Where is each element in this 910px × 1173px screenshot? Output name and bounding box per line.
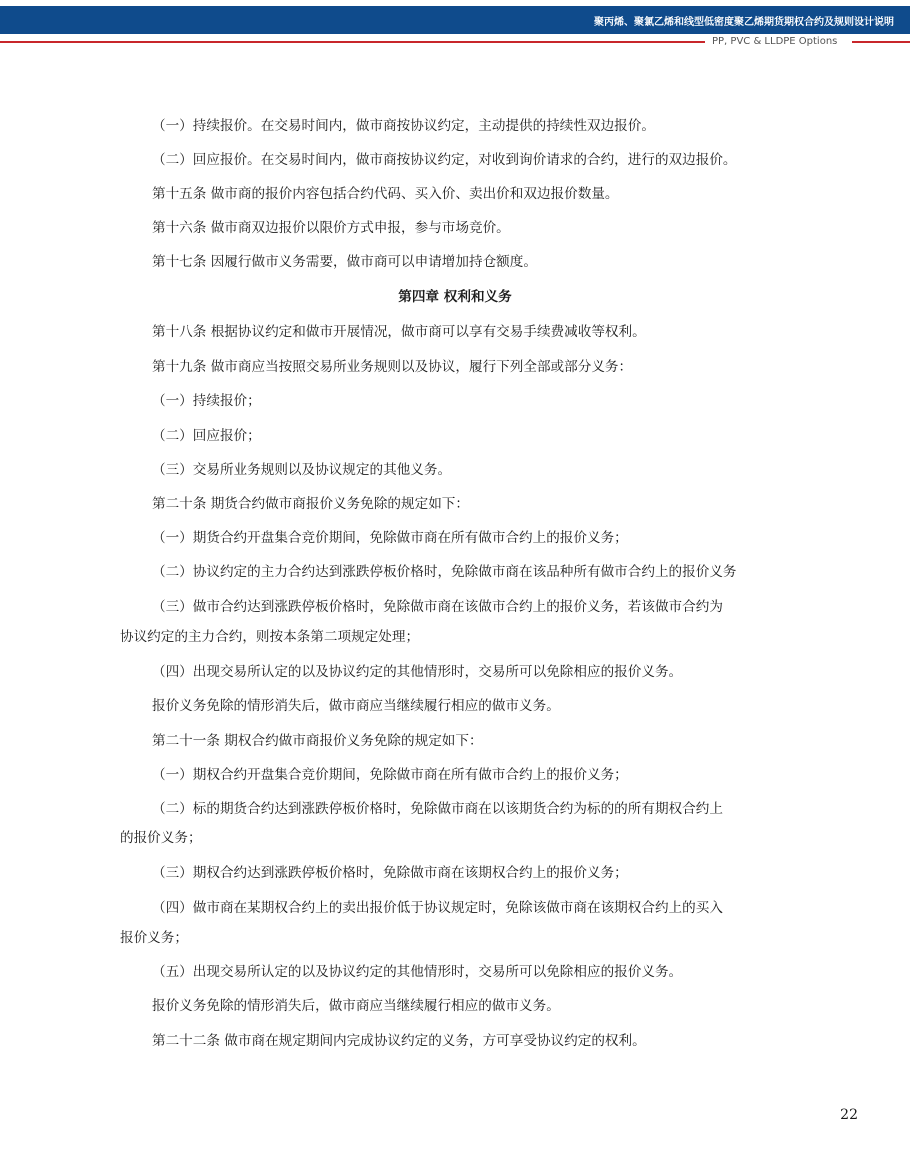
- paragraph: （二）回应报价；: [152, 428, 261, 444]
- paragraph: （四）做市商在某期权合约上的卖出报价低于协议规定时，免除该做市商在该期权合约上的买入: [152, 900, 723, 916]
- paragraph-continuation: 报价义务；: [120, 930, 188, 946]
- paragraph: 第二十二条 做市商在规定期间内完成协议约定的义务，方可享受协议约定的权利。: [152, 1033, 646, 1049]
- paragraph: （二）回应报价。在交易时间内，做市商按协议约定，对收到询价请求的合约，进行的双边报价。: [152, 152, 737, 168]
- paragraph: 报价义务免除的情形消失后，做市商应当继续履行相应的做市义务。: [152, 998, 560, 1014]
- page-number: 22: [840, 1107, 858, 1123]
- document-subtitle: PP, PVC & LLDPE Options: [712, 36, 838, 47]
- paragraph: （一）期货合约开盘集合竞价期间，免除做市商在所有做市合约上的报价义务；: [152, 530, 628, 546]
- paragraph: 第十五条 做市商的报价内容包括合约代码、买入价、卖出价和双边报价数量。: [152, 186, 619, 202]
- header-rule-right: [852, 41, 910, 43]
- paragraph: 报价义务免除的情形消失后，做市商应当继续履行相应的做市义务。: [152, 698, 560, 714]
- paragraph: （一）期权合约开盘集合竞价期间，免除做市商在所有做市合约上的报价义务；: [152, 767, 628, 783]
- paragraph: （一）持续报价。在交易时间内，做市商按协议约定，主动提供的持续性双边报价。: [152, 118, 655, 134]
- paragraph-continuation: 的报价义务；: [120, 830, 202, 846]
- paragraph: 第十八条 根据协议约定和做市开展情况，做市商可以享有交易手续费减收等权利。: [152, 324, 646, 340]
- document-title: 聚丙烯、聚氯乙烯和线型低密度聚乙烯期货期权合约及规则设计说明: [594, 17, 894, 28]
- paragraph: （一）持续报价；: [152, 393, 261, 409]
- paragraph: （二）协议约定的主力合约达到涨跌停板价格时，免除做市商在该品种所有做市合约上的报价义务: [152, 564, 737, 580]
- paragraph: （四）出现交易所认定的以及协议约定的其他情形时，交易所可以免除相应的报价义务。: [152, 664, 683, 680]
- paragraph-continuation: 协议约定的主力合约，则按本条第二项规定处理；: [120, 629, 420, 645]
- paragraph: （三）做市合约达到涨跌停板价格时，免除做市商在该做市合约上的报价义务，若该做市合约为: [152, 599, 723, 615]
- header-bar: [0, 6, 910, 34]
- paragraph: （三）期权合约达到涨跌停板价格时，免除做市商在该期权合约上的报价义务；: [152, 865, 628, 881]
- paragraph: （二）标的期货合约达到涨跌停板价格时，免除做市商在以该期货合约为标的的所有期权合约上: [152, 801, 723, 817]
- paragraph: 第二十条 期货合约做市商报价义务免除的规定如下：: [152, 496, 469, 512]
- paragraph: 第十七条 因履行做市义务需要，做市商可以申请增加持仓额度。: [152, 254, 537, 270]
- paragraph: 第十六条 做市商双边报价以限价方式申报，参与市场竞价。: [152, 220, 510, 236]
- header-rule-left: [0, 41, 705, 43]
- paragraph: 第十九条 做市商应当按照交易所业务规则以及协议，履行下列全部或部分义务：: [152, 359, 633, 375]
- paragraph: （三）交易所业务规则以及协议规定的其他义务。: [152, 462, 452, 478]
- paragraph: （五）出现交易所认定的以及协议约定的其他情形时，交易所可以免除相应的报价义务。: [152, 964, 683, 980]
- paragraph: 第二十一条 期权合约做市商报价义务免除的规定如下：: [152, 733, 483, 749]
- chapter-heading: 第四章 权利和义务: [398, 289, 512, 305]
